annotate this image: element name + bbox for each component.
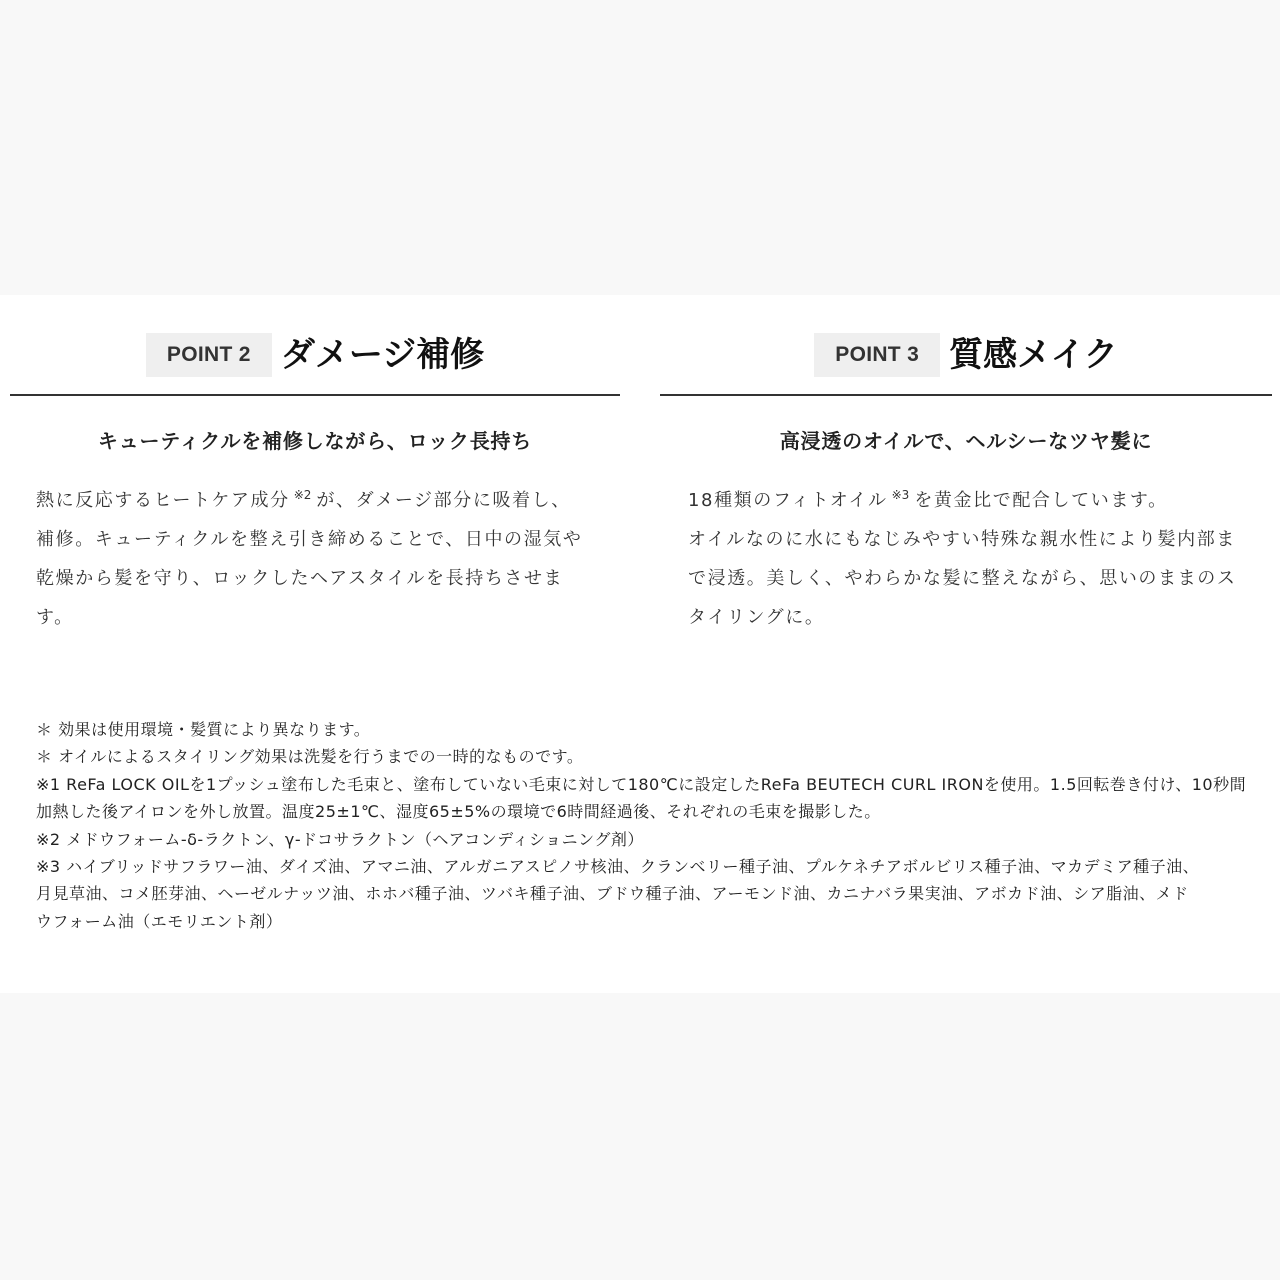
point-2-body-line: す。 <box>36 607 74 628</box>
point-3-body-line: で浸透。美しく、やわらかな髪に整えながら、思いのままのス <box>688 568 1237 589</box>
footnote-line: ※3 ハイブリッドサフラワー油、ダイズ油、アマニ油、アルガニアスピノサ核油、クランベリー種子油、プルケネチアボルビリス種子油、マカデミア種子油、 <box>36 856 1200 876</box>
point-2-header <box>10 333 620 377</box>
point-3-body-line: オイルなのに水にもなじみやすい特殊な親水性により髪内部ま <box>688 529 1236 550</box>
point-2-body-line <box>36 481 582 520</box>
point-3-divider <box>660 394 1272 396</box>
footnote-line: 加熱した後アイロンを外し放置。温度25±1℃、湿度65±5%の環境で6時間経過後、それぞれの毛束を撮影した。 <box>36 802 881 822</box>
point-3-header <box>660 333 1272 377</box>
point-3-subtitle: 高浸透のオイルで、ヘルシーなツヤ髪に <box>779 429 1153 453</box>
point-3-body-line <box>688 481 1236 520</box>
point-2-section <box>10 295 620 715</box>
content-panel <box>0 295 1280 993</box>
point-2-note-marker: ※2 <box>293 488 312 502</box>
point-2-body-line: 乾燥から髪を守り、ロックしたヘアスタイルを長持ちさせま <box>36 568 564 589</box>
point-3-badge: POINT 3 <box>814 333 940 377</box>
point-3-body-text: を黄金比で配合しています。 <box>914 490 1168 511</box>
point-3-body <box>688 481 1236 637</box>
footnote-line: ウフォーム油（エモリエント剤） <box>36 911 283 931</box>
point-2-title: ダメージ補修 <box>280 335 485 375</box>
point-2-body-text: 熱に反応するヒートケア成分 <box>36 490 290 511</box>
point-2-body-line: 補修。キューティクルを整え引き締めることで、日中の湿気や <box>36 529 583 550</box>
point-2-badge: POINT 2 <box>146 333 272 377</box>
point-3-body-text: 18種類のフィトオイル <box>688 490 888 511</box>
point-2-subtitle: キューティクルを補修しながら、ロック長持ち <box>97 429 533 453</box>
point-3-section <box>660 295 1272 715</box>
point-2-body-text: が、ダメージ部分に吸着し、 <box>316 490 571 511</box>
point-2-body <box>36 481 582 637</box>
point-3-title: 質感メイク <box>949 335 1118 375</box>
point-3-body-line: タイリングに。 <box>688 607 825 628</box>
point-3-note-marker: ※3 <box>891 488 910 502</box>
footnote-line: ＊ オイルによるスタイリング効果は洗髪を行うまでの一時的なものです。 <box>36 747 584 767</box>
footnote-line: 月見草油、コメ胚芽油、ヘーゼルナッツ油、ホホバ種子油、ツバキ種子油、ブドウ種子油、アーモンド油、カニナバラ果実油、アボカド油、シア脂油、メド <box>36 884 1189 904</box>
footnote-line: ※2 メドウフォーム-δ-ラクトン、γ-ドコサラクトン（ヘアコンディショニング剤） <box>36 829 644 849</box>
footnote-line: ※1 ReFa LOCK OILを1プッシュ塗布した毛束と、塗布していない毛束に対して180℃に設定したReFa BEUTECH CURL IRONを使用。1.5回転巻き付け、10秒間 <box>36 774 1247 794</box>
footnote-line: ＊ 効果は使用環境・髪質により異なります。 <box>36 720 371 739</box>
point-2-divider <box>10 394 620 396</box>
footnotes <box>36 716 1256 935</box>
